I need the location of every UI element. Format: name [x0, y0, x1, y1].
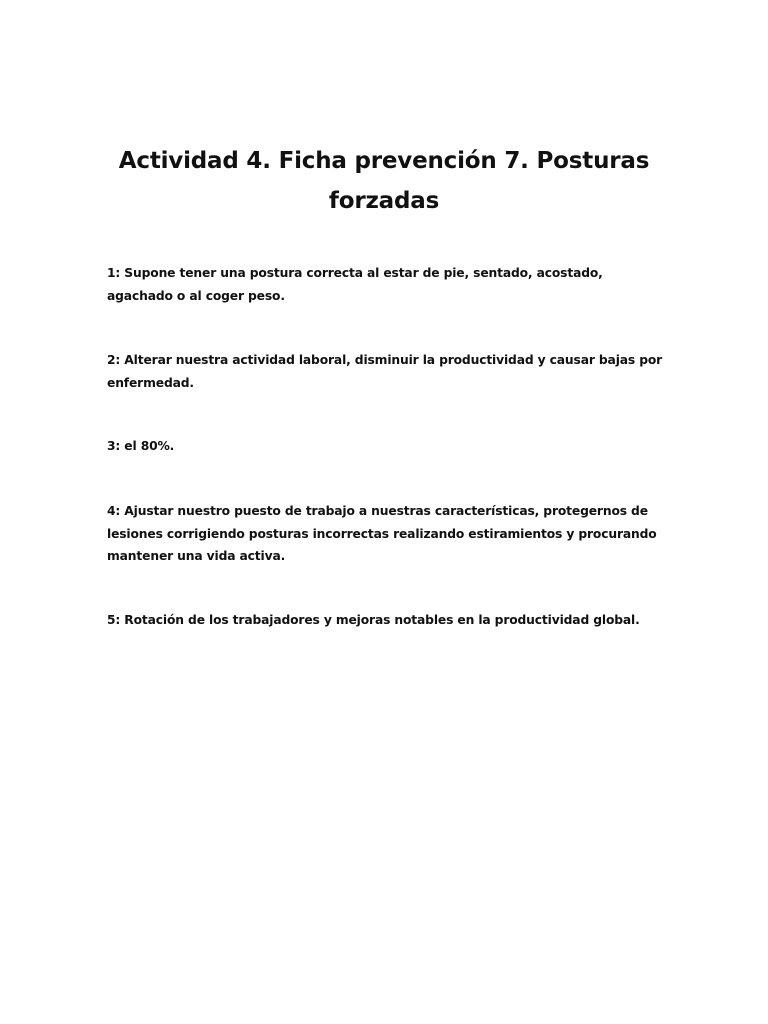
answer-3	[107, 435, 174, 458]
answer-2-line-2: enfermedad.	[107, 375, 194, 390]
answer-5-line-1: 5: Rotación de los trabajadores y mejoras notables en la productividad global.	[107, 613, 640, 627]
answer-1-line-2: agachado o al coger peso.	[107, 288, 285, 303]
answer-5	[107, 609, 640, 632]
answer-4-line-2: lesiones corrigiendo posturas incorrectas realizando estiramientos y procurando	[107, 526, 657, 541]
page-title-line-2: forzadas	[328, 188, 440, 214]
answer-4-line-1: 4: Ajustar nuestro puesto de trabajo a nuestras características, protegernos de	[107, 504, 648, 518]
answer-3-line-1: 3: el 80%.	[107, 439, 175, 453]
answer-2-line-1: 2: Alterar nuestra actividad laboral, disminuir la productividad y causar bajas por	[107, 353, 663, 367]
answer-2	[107, 349, 662, 394]
answer-4	[107, 500, 657, 568]
page-title-line-1: Actividad 4. Ficha prevención 7. Posturas	[118, 148, 650, 174]
answer-1-line-1: 1: Supone tener una postura correcta al estar de pie, sentado, acostado,	[107, 266, 603, 280]
page-title	[96, 141, 672, 221]
answer-1	[107, 262, 603, 307]
answer-4-line-3: mantener una vida activa.	[107, 549, 286, 563]
